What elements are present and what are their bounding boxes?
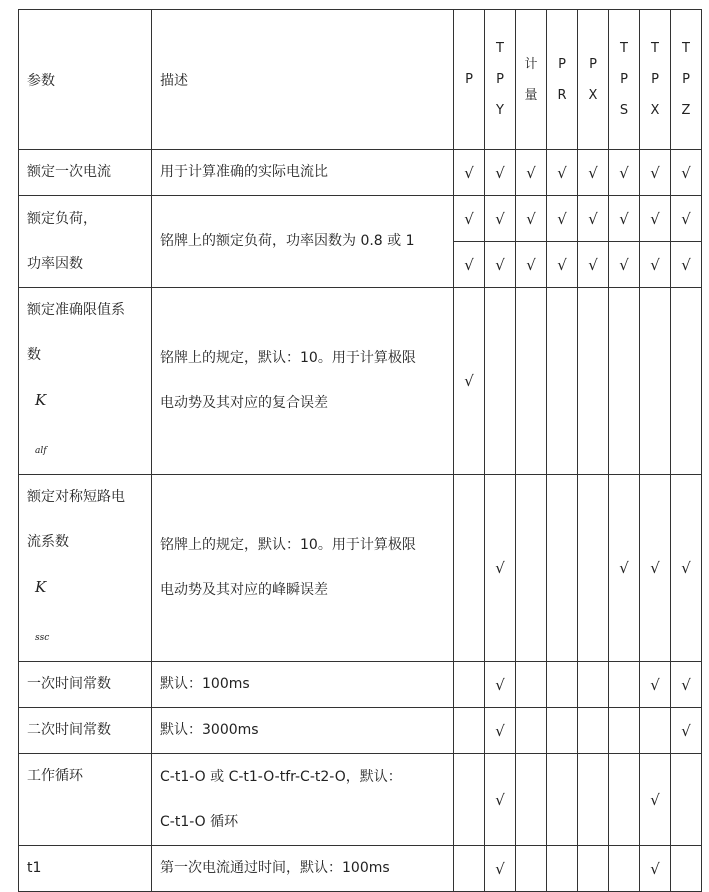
empty-cell (516, 754, 547, 846)
check-mark: √ (640, 196, 671, 242)
desc-cell: 铭牌上的规定，默认：10。用于计算极限 电动势及其对应的复合误差 (152, 288, 454, 475)
check-mark: √ (640, 150, 671, 196)
empty-cell (547, 754, 578, 846)
desc-header: 描述 (152, 10, 454, 150)
col-header-tpy: T P Y (485, 10, 516, 150)
table-row (19, 288, 702, 475)
check-mark: √ (578, 242, 609, 288)
check-mark: √ (454, 150, 485, 196)
param-cell: 二次时间常数 (19, 708, 152, 754)
check-mark: √ (485, 754, 516, 846)
param-cell: 工作循环 (19, 754, 152, 846)
check-mark: √ (640, 754, 671, 846)
check-mark: √ (671, 708, 702, 754)
param-header: 参数 (19, 10, 152, 150)
param-cell: 一次时间常数 (19, 662, 152, 708)
check-mark: √ (485, 846, 516, 892)
check-mark: √ (516, 242, 547, 288)
empty-cell (671, 846, 702, 892)
empty-cell (454, 846, 485, 892)
desc-cell: 默认：100ms (152, 662, 454, 708)
table-row (19, 754, 702, 846)
empty-cell (516, 288, 547, 475)
empty-cell (609, 708, 640, 754)
check-mark: √ (671, 150, 702, 196)
empty-cell (578, 846, 609, 892)
col-header-metering: 计 量 (516, 10, 547, 150)
check-mark: √ (640, 662, 671, 708)
empty-cell (578, 475, 609, 662)
col-header-tpz: T P Z (671, 10, 702, 150)
param-cell: 额定负荷， 功率因数 (19, 196, 152, 288)
empty-cell (547, 288, 578, 475)
empty-cell (454, 754, 485, 846)
empty-cell (609, 288, 640, 475)
check-mark: √ (485, 150, 516, 196)
empty-cell (485, 288, 516, 475)
table-row (19, 475, 702, 662)
empty-cell (609, 846, 640, 892)
check-mark: √ (578, 196, 609, 242)
check-mark: √ (485, 242, 516, 288)
empty-cell (516, 708, 547, 754)
check-mark: √ (640, 475, 671, 662)
check-mark: √ (547, 150, 578, 196)
check-mark: √ (578, 150, 609, 196)
empty-cell (671, 288, 702, 475)
table-row (19, 662, 702, 708)
empty-cell (547, 662, 578, 708)
desc-cell: 铭牌上的额定负荷，功率因数为 0.8 或 1 (152, 196, 454, 288)
header-row (19, 10, 702, 150)
param-cell: 额定对称短路电 流系数 K $_{ssc}$ (19, 475, 152, 662)
col-header-px: P X (578, 10, 609, 150)
check-mark: √ (609, 242, 640, 288)
check-mark: √ (454, 196, 485, 242)
table-row (19, 196, 702, 242)
check-mark: √ (671, 475, 702, 662)
desc-cell: 用于计算准确的实际电流比 (152, 150, 454, 196)
check-mark: √ (640, 242, 671, 288)
check-mark: √ (485, 475, 516, 662)
param-cell: 额定准确限值系 数 K $_{alf}$ (19, 288, 152, 475)
empty-cell (578, 288, 609, 475)
empty-cell (516, 662, 547, 708)
col-header-pr: P R (547, 10, 578, 150)
empty-cell (547, 708, 578, 754)
empty-cell (454, 662, 485, 708)
check-mark: √ (671, 196, 702, 242)
empty-cell (578, 754, 609, 846)
check-mark: √ (485, 708, 516, 754)
check-mark: √ (485, 196, 516, 242)
empty-cell (516, 475, 547, 662)
desc-cell: C-t1-O 或 C-t1-O-tfr-C-t2-O，默认： C-t1-O 循环 (152, 754, 454, 846)
check-mark: √ (516, 196, 547, 242)
empty-cell (547, 475, 578, 662)
empty-cell (454, 475, 485, 662)
desc-cell: 默认：3000ms (152, 708, 454, 754)
empty-cell (671, 754, 702, 846)
col-header-tps: T P S (609, 10, 640, 150)
empty-cell (516, 846, 547, 892)
empty-cell (454, 708, 485, 754)
ct-parameter-table (18, 9, 702, 892)
empty-cell (578, 662, 609, 708)
col-header-tpx: T P X (640, 10, 671, 150)
check-mark: √ (485, 662, 516, 708)
check-mark: √ (671, 242, 702, 288)
table-row (19, 150, 702, 196)
symbol-k-ssc: K $_{ssc}$ (35, 578, 50, 643)
empty-cell (640, 288, 671, 475)
check-mark: √ (454, 242, 485, 288)
symbol-k-alf: K $_{alf}$ (35, 391, 47, 456)
desc-cell: 铭牌上的规定，默认：10。用于计算极限 电动势及其对应的峰瞬误差 (152, 475, 454, 662)
empty-cell (578, 708, 609, 754)
empty-cell (609, 754, 640, 846)
check-mark: √ (609, 475, 640, 662)
desc-cell: 第一次电流通过时间，默认：100ms (152, 846, 454, 892)
check-mark: √ (547, 196, 578, 242)
check-mark: √ (547, 242, 578, 288)
check-mark: √ (454, 288, 485, 475)
table-row (19, 708, 702, 754)
param-cell: t1 (19, 846, 152, 892)
check-mark: √ (640, 846, 671, 892)
check-mark: √ (609, 196, 640, 242)
empty-cell (609, 662, 640, 708)
col-header-p: P (454, 10, 485, 150)
check-mark: √ (609, 150, 640, 196)
table-row (19, 846, 702, 892)
empty-cell (640, 708, 671, 754)
param-cell: 额定一次电流 (19, 150, 152, 196)
check-mark: √ (671, 662, 702, 708)
empty-cell (547, 846, 578, 892)
check-mark: √ (516, 150, 547, 196)
